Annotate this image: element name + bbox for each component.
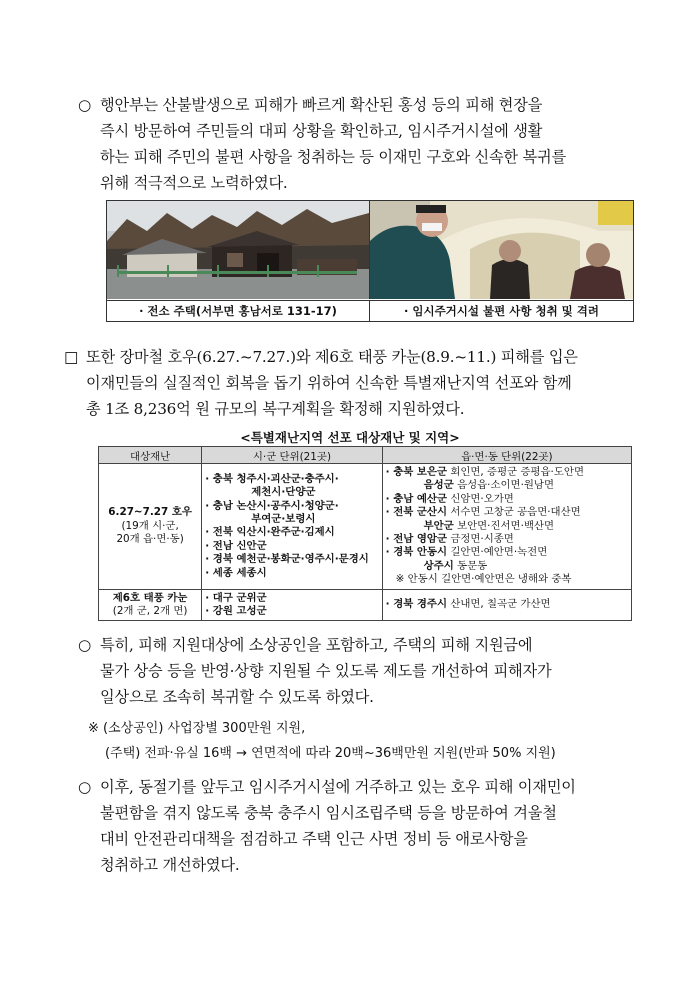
circle-bullet: ○: [78, 778, 92, 796]
paragraph-line: 일상으로 조속히 복귀할 수 있도록 하였다.: [100, 688, 374, 706]
photo-panel: [106, 200, 634, 322]
note-line: ※ (소상공인) 사업장별 300만원 지원,: [88, 721, 306, 736]
header-sigun: 시·군 단위(21곳): [202, 447, 382, 464]
photo-caption-right: · 임시주거시설 불편 사항 청취 및 격려: [370, 300, 633, 321]
paragraph-line: 청취하고 개선하였다.: [100, 856, 240, 874]
cell-eupmyeondong: · 경북 경주시 산내면, 칠곡군 가산면: [382, 589, 631, 621]
paragraph-line: 총 1조 8,236억 원 규모의 복구계획을 확정해 지원하였다.: [86, 400, 465, 418]
paragraph-line: 대비 안전관리대책을 점검하고 주택 인근 사면 정비 등 애로사항을: [100, 830, 528, 848]
paragraph-special-disaster: [64, 344, 578, 422]
cell-disaster: 제6호 태풍 카눈 (2개 군, 2개 면): [99, 589, 202, 621]
paragraph-line: 물가 상승 등을 반영·상향 지원될 수 있도록 제도를 개선하여 피해자가: [100, 662, 552, 680]
paragraph-line: 또한 장마철 호우(6.27.~7.27.)와 제6호 태풍 카눈(8.9.~11.) 피해를 입은: [86, 348, 578, 366]
header-eupmyeondong: 읍·면·동 단위(22곳): [382, 447, 631, 464]
circle-bullet: ○: [78, 96, 92, 114]
photo-shelter-visit: [370, 201, 633, 299]
cell-sigun: · 충북 청주시·괴산군·충주시· 제천시·단양군 · 충남 논산시·공주시·청양군· 부여군·보령시 · 전북 익산시·완주군·김제시 · 전남 신안군 · 경북 예천군·봉화군·영주시·문경시 · 세종 세종시: [202, 464, 382, 590]
header-disaster: 대상재난: [99, 447, 202, 464]
paragraph-line: 행안부는 산불발생으로 피해가 빠르게 확산된 홍성 등의 피해 현장을: [100, 96, 543, 114]
table-header-row: [99, 447, 632, 464]
paragraph-line: 특히, 피해 지원대상에 소상공인을 포함하고, 주택의 피해 지원금에: [100, 636, 533, 654]
circle-bullet: ○: [78, 636, 92, 654]
table-title: <특별재난지역 선포 대상재난 및 지역>: [240, 430, 460, 445]
note-line: (주택) 전파·유실 16백 → 연면적에 따라 20백~36백만원 지원(반파 50% 지원): [105, 746, 556, 761]
cell-eupmyeondong: · 충북 보은군 회인면, 증평군 증평읍·도안면 음성군 음성읍·소이면·원남면 · 충남 예산군 신암면·오가면 · 전북 군산시 서수면 고창군 공음면·대산면 부안군 보안면·진서면·백산면 · 전남 영암군 금정면·시종면 · 경북 안동시 길안면·예안면·녹전면 상주시 동문동 ※ 안동시 길안면·예안면은 냉해와 중복: [382, 464, 631, 590]
table-row: [99, 464, 632, 590]
paragraph-line: 위해 적극적으로 노력하였다.: [100, 174, 288, 192]
photo-burned-house: [107, 201, 370, 299]
paragraph-line: 이재민들의 실질적인 회복을 돕기 위하여 신속한 특별재난지역 선포와 함께: [86, 374, 572, 392]
photo-caption-left: · 전소 주택(서부면 홍남서로 131-17): [107, 300, 370, 321]
paragraph-line: 이후, 동절기를 앞두고 임시주거시설에 거주하고 있는 호우 피해 이재민이: [100, 778, 576, 796]
paragraph-line: 즉시 방문하여 주민들의 대피 상황을 확인하고, 임시주거시설에 생활: [100, 122, 543, 140]
paragraph-line: 하는 피해 주민의 불편 사항을 청취하는 등 이재민 구호와 신속한 복귀를: [100, 148, 566, 166]
support-note: [88, 716, 556, 766]
disaster-area-table: [98, 446, 632, 621]
square-bullet: □: [64, 348, 79, 366]
paragraph-support-improvement: [78, 632, 551, 710]
paragraph-winter-safety: [78, 774, 576, 878]
paragraph-line: 불편함을 겪지 않도록 충북 충주시 임시조립주택 등을 방문하여 겨울철: [100, 804, 557, 822]
cell-disaster: 6.27~7.27 호우 (19개 시·군, 20개 읍·면·동): [99, 464, 202, 590]
cell-sigun: · 대구 군위군 · 강원 고성군: [202, 589, 382, 621]
paragraph-response: [78, 92, 566, 196]
table-row: [99, 589, 632, 621]
